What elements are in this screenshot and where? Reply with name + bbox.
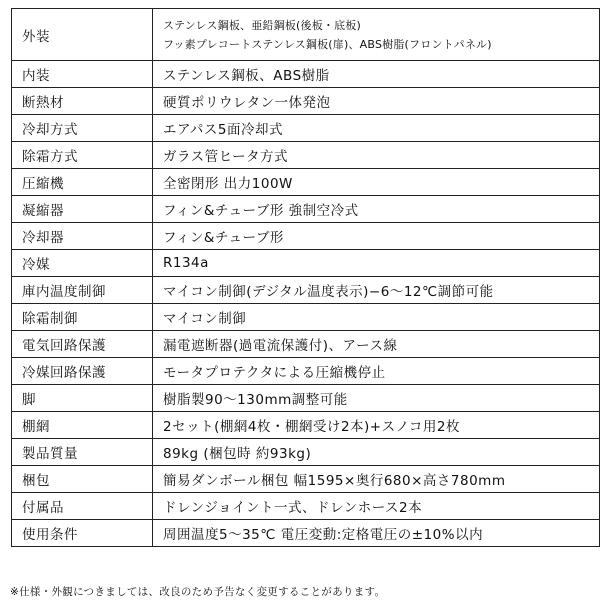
spec-label: 冷媒 (12, 250, 153, 277)
spec-row (12, 385, 600, 412)
spec-label: 冷却方式 (12, 115, 153, 142)
spec-row (12, 142, 600, 169)
spec-value: ガラス管ヒータ方式 (153, 142, 600, 169)
spec-row (12, 493, 600, 520)
spec-label: 冷却器 (12, 223, 153, 250)
spec-row (12, 412, 600, 439)
spec-value: ステンレス鋼板、ABS樹脂 (153, 61, 600, 88)
spec-value: マイコン制御(デジタル温度表示)−6〜12℃調節可能 (153, 277, 600, 304)
spec-label: 梱包 (12, 466, 153, 493)
spec-label: 製品質量 (12, 439, 153, 466)
spec-row (12, 169, 600, 196)
spec-row (12, 358, 600, 385)
spec-label: 除霜制御 (12, 304, 153, 331)
spec-value: フィン&チューブ形 強制空冷式 (153, 196, 600, 223)
spec-value: 硬質ポリウレタン一体発泡 (153, 88, 600, 115)
spec-row (12, 88, 600, 115)
spec-label: 冷媒回路保護 (12, 358, 153, 385)
footnote: ※仕様・外観につきましては、改良のため予告なく変更することがあります。 (10, 586, 386, 598)
spec-row (12, 277, 600, 304)
spec-value: 89kg (梱包時 約93kg) (153, 439, 600, 466)
spec-label: 圧縮機 (12, 169, 153, 196)
spec-value: フィン&チューブ形 (153, 223, 600, 250)
spec-label: 内装 (12, 61, 153, 88)
spec-row (12, 439, 600, 466)
spec-label: 除霜方式 (12, 142, 153, 169)
spec-label: 外装 (12, 9, 153, 61)
spec-row (12, 9, 600, 61)
spec-value-line: フッ素プレコートステンレス鋼板(扉)、ABS樹脂(フロントパネル) (163, 37, 492, 51)
spec-value: 簡易ダンボール梱包 幅1595×奥行680×高さ780mm (153, 466, 600, 493)
spec-row (12, 223, 600, 250)
spec-value (153, 9, 600, 61)
spec-value: 全密閉形 出力100W (153, 169, 600, 196)
spec-row (12, 115, 600, 142)
spec-row (12, 196, 600, 223)
spec-value: エアパス5面冷却式 (153, 115, 600, 142)
spec-label: 付属品 (12, 493, 153, 520)
spec-value: 2セット(棚網4枚・棚網受け2本)+スノコ用2枚 (153, 412, 600, 439)
spec-row (12, 250, 600, 277)
spec-value-line: ステンレス鋼板、亜鉛鋼板(後板・底板) (163, 18, 362, 32)
spec-label: 凝縮器 (12, 196, 153, 223)
spec-label: 断熱材 (12, 88, 153, 115)
spec-value: 樹脂製90〜130mm調整可能 (153, 385, 600, 412)
spec-value: マイコン制御 (153, 304, 600, 331)
spec-value: ドレンジョイント一式、ドレンホース2本 (153, 493, 600, 520)
spec-row (12, 61, 600, 88)
spec-value: R134a (153, 250, 600, 277)
spec-row (12, 466, 600, 493)
spec-label: 使用条件 (12, 520, 153, 547)
spec-label: 脚 (12, 385, 153, 412)
spec-label: 庫内温度制御 (12, 277, 153, 304)
spec-row (12, 331, 600, 358)
spec-row (12, 520, 600, 547)
spec-label: 電気回路保護 (12, 331, 153, 358)
spec-label: 棚網 (12, 412, 153, 439)
spec-value: 周囲温度5〜35℃ 電圧変動:定格電圧の±10%以内 (153, 520, 600, 547)
spec-table (11, 8, 600, 547)
spec-value: 漏電遮断器(過電流保護付)、アース線 (153, 331, 600, 358)
spec-value: モータプロテクタによる圧縮機停止 (153, 358, 600, 385)
spec-row (12, 304, 600, 331)
